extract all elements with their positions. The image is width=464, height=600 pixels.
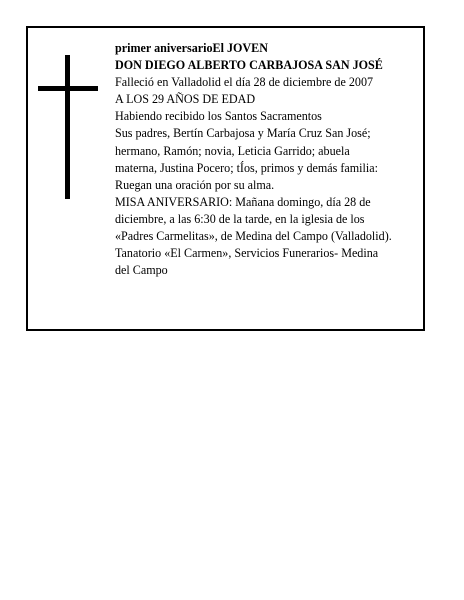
funeral-home-line-2: del Campo [115,263,168,278]
obituary-notice [26,26,425,331]
death-date-line: Falleció en Valladolid el día 28 de diciembre de 2007 [115,75,374,90]
header-title: El JOVEN [212,41,268,55]
mass-line-3: «Padres Carmelitas», de Medina del Campo (Valladolid). [115,229,392,244]
header-lead: primer aniversario [115,41,213,55]
mass-line-2: diciembre, a las 6:30 de la tarde, en la iglesia de los [115,211,365,226]
age-line: A LOS 29 AÑOS DE EDAD [115,92,256,107]
family-line-1: Sus padres, Bertín Carbajosa y María Cruz San José; [115,126,371,141]
funeral-home-line-1: Tanatorio «El Carmen», Servicios Funerarios- Medina [115,246,379,261]
deceased-name: DON DIEGO ALBERTO CARBAJOSA SAN JOSÉ [115,58,383,73]
cross-vertical-bar [65,55,70,199]
sacraments-line: Habiendo recibido los Santos Sacramentos [115,109,322,124]
latin-cross-icon [38,55,98,199]
family-line-3: materna, Justina Pocero; tÍos, primos y demás familia: [115,160,378,175]
family-line-2: hermano, Ramón; novia, Leticia Garrido; abuela [115,143,350,158]
notice-text [115,40,427,279]
notice-header [115,40,427,57]
mass-line-1: MISA ANIVERSARIO: Mañana domingo, día 28 de [115,194,371,209]
cross-horizontal-bar [38,86,98,91]
prayer-line: Ruegan una oración por su alma. [115,177,275,192]
